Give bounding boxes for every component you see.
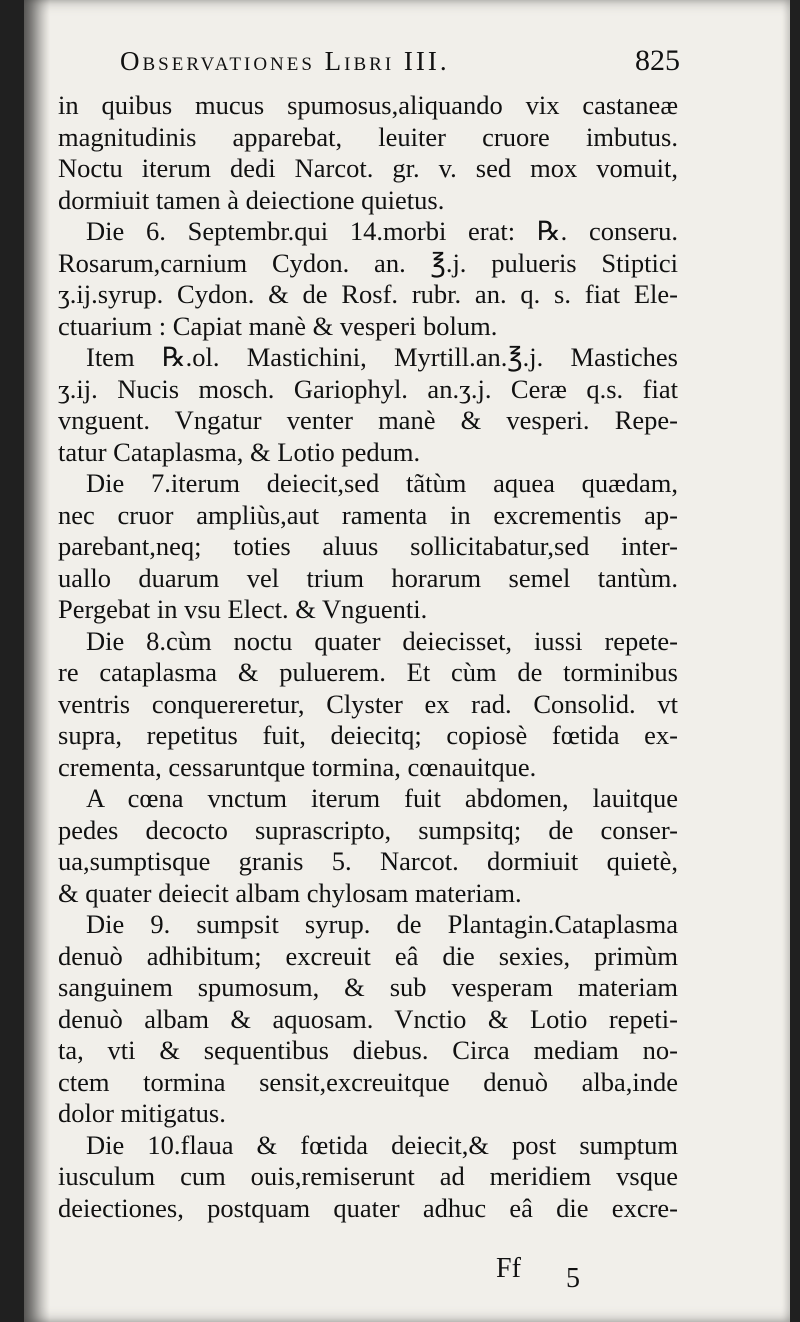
text-line: denuò albam & aquosam. Vnctio & Lotio repeti- [58, 1003, 678, 1034]
text-line: Pergebat in vsu Elect. & Vnguenti. [58, 594, 428, 624]
text-line: parebant,neq; toties aluus sollicitabatur,sed inter- [58, 531, 678, 561]
text-line: supra, repetitus fuit, deiecitq; copiosè fœtida ex- [58, 720, 678, 750]
text-line: denuò adhibitum; excreuit eâ die sexies, primùm [58, 940, 678, 971]
text-line: A cœna vnctum iterum fuit abdomen, lauitque [86, 783, 678, 813]
text-line: nec cruor ampliùs,aut ramenta in excrementis ap- [58, 499, 678, 530]
text-line: magnitudinis apparebat, leuiter cruore imbutus. [58, 121, 678, 152]
text-line: dormiuit tamen à deiectione quietus. [58, 184, 445, 215]
page-header [120, 42, 680, 82]
text-line: ta, vti & sequentibus diebus. Circa mediam no- [58, 1035, 678, 1065]
page-number: 825 [635, 44, 680, 77]
running-head: Observationes Libri III. [120, 46, 450, 76]
text-line: pedes decocto suprascripto, sumpsitq; de conser- [58, 814, 678, 845]
text-line: sanguinem spumosum, & sub vesperam materiam [58, 972, 678, 1002]
text-line: Die 6. Septembr.qui 14.morbi erat: ℞. conseru. [86, 216, 678, 246]
text-line: Die 10.flaua & fœtida deiecit,& post sumptum [86, 1129, 678, 1160]
text-line: Die 9. sumpsit syrup. de Plantagin.Cataplasma [86, 909, 678, 939]
text-line: crementa, cessaruntque tormina, cœnauitque. [58, 751, 537, 782]
text-line: ʒ.ij. Nucis mosch. Gariophyl. an.ʒ.j. Ceræ q.s. fiat [58, 373, 678, 404]
text-line: ʒ.ij.syrup. Cydon. & de Rosf. rubr. an. q. s. fiat Ele- [58, 279, 678, 309]
text-line: iusculum cum ouis,remiserunt ad meridiem vsque [58, 1161, 678, 1191]
text-line: Noctu iterum dedi Narcot. gr. v. sed mox vomuit, [58, 153, 678, 183]
text-line: deiectiones, postquam quater adhuc eâ die excre- [58, 1192, 678, 1223]
text-line: ua,sumptisque granis 5. Narcot. dormiuit quietè, [58, 846, 678, 876]
text-line: Die 8.cùm noctu quater deiecisset, iussi repete- [86, 625, 678, 656]
text-line: & quater deiecit albam chylosam materiam. [58, 877, 522, 908]
text-line: re cataplasma & puluerem. Et cùm de torminibus [58, 657, 678, 687]
text-line: Item ℞.ol. Mastichini, Myrtill.an.℥.j. Mastiches [86, 342, 678, 372]
text-line: ventris conquereretur, Clyster ex rad. Consolid. vt [58, 688, 678, 719]
text-line: Die 7.iterum deiecit,sed tãtùm aquea quædam, [86, 468, 678, 498]
text-line: Rosarum,carnium Cydon. an. ℥.j. pulueris Stiptici [58, 247, 678, 278]
signature-mark: 5 [566, 1263, 580, 1294]
text-line: in quibus mucus spumosus,aliquando vix castaneæ [58, 90, 678, 120]
text-line: dolor mitigatus. [58, 1098, 226, 1128]
text-line: ctem tormina sensit,excreuitque denuò alba,inde [58, 1066, 678, 1097]
body-text [58, 90, 678, 1224]
text-line: tatur Cataplasma, & Lotio pedum. [58, 436, 421, 467]
text-line: ctuarium : Capiat manè & vesperi bolum. [58, 310, 498, 341]
text-line: vnguent. Vngatur venter manè & vesperi. Repe- [58, 405, 678, 435]
text-line: uallo duarum vel trium horarum semel tantùm. [58, 562, 678, 593]
catchword: Ff [496, 1253, 521, 1284]
